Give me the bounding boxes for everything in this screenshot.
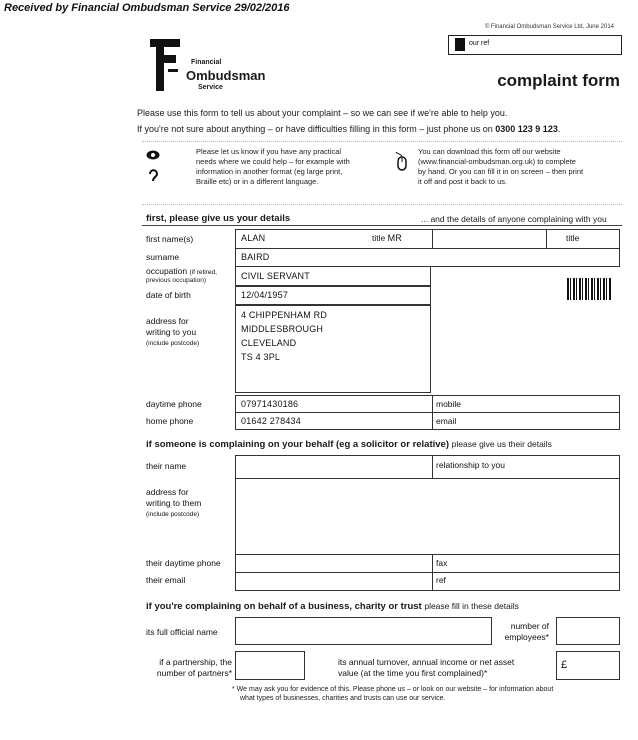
partners-field[interactable]	[235, 651, 305, 680]
surname-field[interactable]	[235, 248, 620, 267]
barcode	[567, 278, 611, 300]
page-title: complaint form	[497, 71, 620, 90]
address-value: 4 CHIPPENHAM RD MIDDLESBROUGH CLEVELAND TS 4 3PL	[241, 310, 328, 362]
ombudsman-logo-icon	[150, 39, 180, 91]
info-panel: Please let us know if you have any practical needs where we could help – for example with information in another format (eg large print, Braille etc) or in a different language. You can download this form off our website (www.financial-ombudsman.org.uk) to complete by hand. Or you can fill it in on screen – then print it off and post it back to us.	[142, 141, 622, 205]
turnover-field[interactable]	[556, 651, 620, 680]
home-phone-row	[235, 412, 620, 430]
address-field[interactable]	[235, 305, 431, 393]
occupation-note: previous occupation)	[146, 277, 206, 284]
title-field[interactable]: title MR	[372, 233, 403, 243]
fax-label[interactable]: fax	[436, 558, 448, 568]
intro-line-1: Please use this form to tell us about your complaint – so we can see if we're able to help you.	[137, 108, 508, 118]
occupation-label: occupation (if retired,	[146, 266, 217, 276]
mouse-icon	[394, 152, 410, 172]
eye-icon	[146, 150, 160, 160]
footnote: * We may ask you for evidence of this. Please phone us – or look on our website – for information about what types of businesses, charities and trusts can use our service.	[232, 686, 554, 702]
currency-symbol: £	[561, 659, 568, 671]
section-your-details-heading: first, please give us your details	[146, 213, 291, 224]
logo-text: Financial Ombudsman Service	[186, 59, 266, 91]
received-stamp: Received by Financial Ombudsman Service 29/02/2016	[4, 2, 290, 14]
home-phone-value[interactable]: 01642 278434	[241, 416, 301, 426]
address-label: address for writing to you (include postcode)	[146, 316, 200, 347]
ref-label[interactable]: ref	[436, 575, 446, 585]
surname-value: BAIRD	[241, 252, 270, 262]
first-name-label: first name(s)	[146, 234, 194, 244]
relationship-label[interactable]: relationship to you	[436, 460, 505, 470]
employees-field[interactable]	[556, 617, 620, 645]
our-ref-label: our ref	[469, 40, 490, 47]
first-name-row	[235, 229, 620, 249]
copyright-notice: © Financial Ombudsman Service Ltd, June 2014	[484, 24, 614, 30]
their-name-label: their name	[146, 461, 187, 471]
first-name-value[interactable]: ALAN	[241, 233, 266, 243]
official-name-field[interactable]	[235, 617, 492, 645]
helpline-number: 0300 123 9 123	[495, 124, 558, 134]
home-phone-label: home phone	[146, 416, 194, 426]
daytime-phone-label: daytime phone	[146, 399, 202, 409]
mobile-label[interactable]: mobile	[436, 399, 462, 409]
section-business-heading: if you're complaining on behalf of a business, charity or trust please fill in these details	[146, 601, 519, 612]
turnover-label: its annual turnover, annual income or net asset value (at the time you first complained)*	[338, 657, 515, 678]
surname-label: surname	[146, 252, 180, 262]
section-joint-details-heading: ... and the details of anyone complaining with you	[421, 214, 607, 224]
email-label[interactable]: email	[436, 416, 457, 426]
their-daytime-phone-label: their daytime phone	[146, 558, 221, 568]
occupation-field[interactable]	[235, 266, 431, 286]
occupation-value: CIVIL SERVANT	[241, 271, 310, 281]
our-ref-box[interactable]	[448, 35, 622, 55]
intro-line-2: If you're not sure about anything – or have difficulties filling in this form – just phone us on 0300 123 9 123.	[137, 124, 561, 134]
official-name-label: its full official name	[146, 627, 218, 637]
their-address-label: address for writing to them (include postcode)	[146, 487, 202, 518]
daytime-phone-value[interactable]: 07971430186	[241, 399, 299, 409]
employees-label: number of employees*	[504, 621, 549, 642]
their-email-label: their email	[146, 575, 186, 585]
dob-field[interactable]	[235, 286, 431, 305]
dob-label: date of birth	[146, 290, 191, 300]
daytime-phone-row	[235, 395, 620, 413]
partners-label: if a partnership, the number of partners*	[156, 657, 232, 678]
section-representative-heading: if someone is complaining on your behalf (eg a solicitor or relative) please give us their details	[146, 439, 552, 450]
logo-mini-icon	[455, 38, 465, 51]
section-divider	[142, 225, 622, 226]
representative-box	[235, 455, 620, 591]
joint-title-label[interactable]: title	[566, 233, 580, 243]
dob-value: 12/04/1957	[241, 290, 289, 300]
ear-icon	[148, 168, 158, 182]
